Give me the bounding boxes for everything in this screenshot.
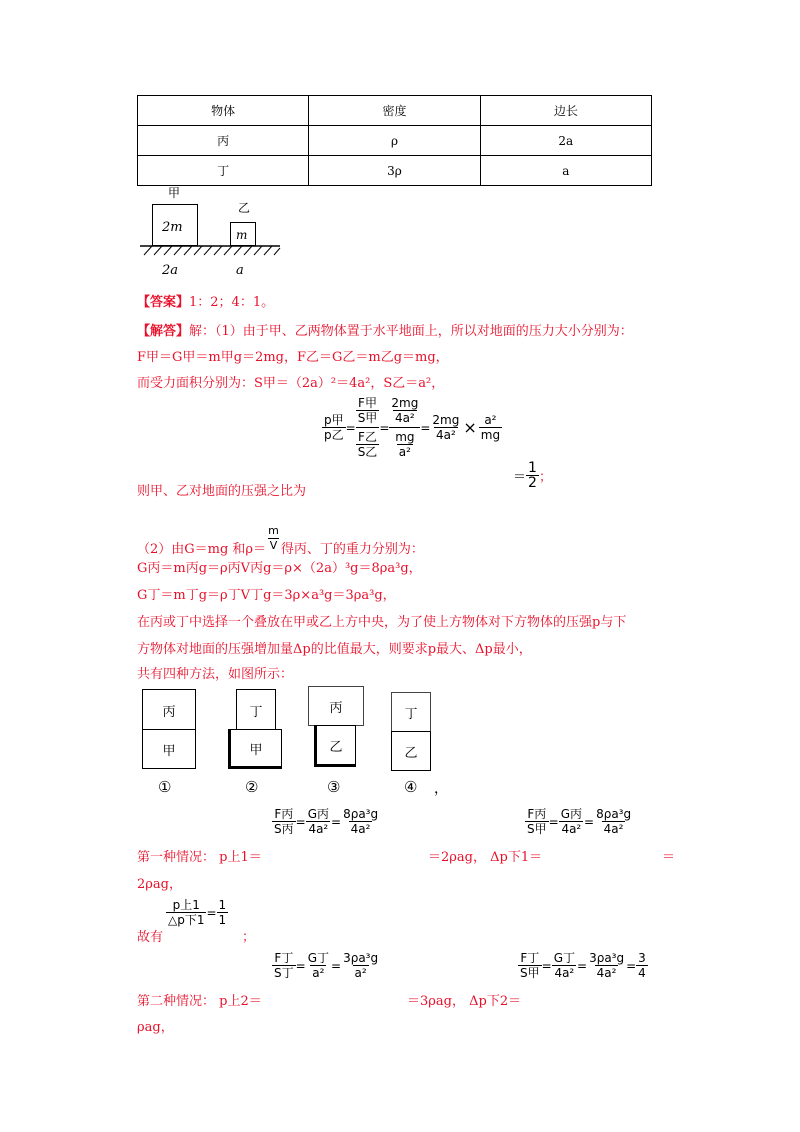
formula-4a2: 4a² [350, 822, 371, 836]
case2-dp: Δp下2＝ [469, 994, 522, 1009]
formula-p-yi: p乙 [324, 428, 344, 442]
formula-times: × [463, 418, 477, 437]
table-header-cell: 边长 [480, 96, 651, 126]
ratio-formula [322, 396, 502, 459]
formula-eq: = [331, 814, 342, 829]
solution-line-8: 在丙或丁中选择一个叠放在甲或乙上方中央，为了使上方物体对下方物体的压强p与下 [137, 615, 627, 630]
formula-f-yi: F乙 [358, 430, 377, 444]
formula-one: 1 [218, 898, 227, 912]
case2-p: p上2＝ [219, 994, 262, 1009]
table-row [138, 156, 652, 186]
formula-f-jia: F甲 [358, 396, 377, 410]
case1-label: 第一种情况： [137, 850, 216, 865]
table-header-cell: 物体 [138, 96, 309, 126]
stack1-bottom: 甲 [142, 729, 196, 769]
ratio-intro: 则甲、乙对地面的压强之比为 [137, 484, 307, 499]
stack4-num: ④ [404, 778, 418, 796]
formula-f-bing: F丙 [274, 807, 294, 821]
formula-4a2: 4a² [596, 966, 617, 980]
formula-4a2: 4a² [435, 428, 456, 442]
solution-line-10: 共有四种方法，如图所示： [137, 667, 294, 682]
table-cell: 3ρ [309, 156, 480, 186]
answer-prefix: 【答案】 [137, 295, 190, 310]
line5-b: 得丙、丁的重力分别为： [280, 542, 424, 557]
formula-eq: = [295, 958, 306, 973]
side-yi: a [236, 263, 244, 278]
table-header-row [138, 96, 652, 126]
figure2-trailing: ， [434, 781, 448, 797]
formula-mg: mg [480, 428, 501, 442]
solution-prefix: 【解答】 [137, 324, 190, 339]
case1-dpval: 2ρag， [137, 877, 182, 892]
label-yi: 乙 [238, 201, 251, 215]
solution-line-6: G丙＝m丙g＝ρ丙V丙g＝ρ×（2a）³g＝8ρa³g， [137, 561, 422, 576]
solution-line-2: F甲＝G甲＝m甲g＝2mg，F乙＝G乙＝m乙g＝mg， [137, 350, 449, 365]
case1-pval-text: ＝2ρag， [428, 850, 486, 865]
stack2-top: 丁 [236, 689, 276, 731]
case1-pval [428, 846, 542, 865]
table-cell: a [480, 156, 651, 186]
formula-m: m [268, 524, 279, 537]
formula-s-ding: S丁 [274, 966, 294, 980]
formula-4a2: 4a² [603, 822, 624, 836]
answer-text: 1：2；4：1。 [189, 295, 275, 310]
formula-g-bing: G丙 [560, 807, 582, 821]
stack1-top: 丙 [142, 689, 196, 731]
case1-dp: Δp下1＝ [490, 850, 543, 865]
formula-s-bing: S丙 [274, 822, 294, 836]
side-jia: 2a [162, 263, 179, 278]
formula-a2: a² [398, 445, 411, 459]
formula-s-jia: S甲 [520, 966, 540, 980]
stack4-bottom: 乙 [391, 731, 431, 771]
formula-2mg: 2mg [432, 413, 460, 427]
case2-pval-text: ＝3ρag， [407, 994, 465, 1009]
figure-blocks-on-ground [140, 185, 290, 280]
case1-line [137, 846, 262, 865]
table-cell: 丙 [138, 126, 309, 156]
formula-eq: = [577, 958, 588, 973]
formula-4a2: 4a² [561, 822, 582, 836]
formula-f-ding: F丁 [520, 951, 540, 965]
solution-line-9: 方物体对地面的压强增加量Δp的比值最大，则要求p最大、Δp最小， [137, 642, 532, 657]
table-cell: ρ [309, 126, 480, 156]
table-cell: 2a [480, 126, 651, 156]
stack1-num: ① [158, 778, 172, 796]
formula-3rho-a3g: 3ρa³g [589, 951, 625, 965]
solution-line-3: 而受力面积分别为：S甲＝（2a）²＝4a²，S乙＝a²， [137, 376, 445, 391]
formula-eq: = [345, 420, 356, 435]
formula-3rho-a3g: 3ρa³g [343, 951, 379, 965]
answer-line [137, 291, 274, 310]
formula-s-jia: S甲 [527, 822, 547, 836]
formula-8rho-a3g: 8ρa³g [343, 807, 379, 821]
formula-eq: = [206, 905, 217, 920]
case1-p: p上1＝ [219, 850, 262, 865]
formula-eq: = [420, 420, 431, 435]
mass-jia: 2m [162, 220, 183, 235]
case1-ratio-label: 故有 [137, 930, 164, 945]
table-cell: 丁 [138, 156, 309, 186]
case2-formula-p [272, 951, 380, 980]
formula-half-num: 1 [528, 460, 537, 476]
case1-ratio-formula [166, 898, 228, 927]
solution-line-7: G丁＝m丁g＝ρ丁V丁g＝3ρ×a³g＝3ρa³g， [137, 588, 396, 603]
case1-formula-dp [525, 807, 633, 836]
formula-eq: = [548, 814, 559, 829]
stack3-bottom: 乙 [314, 725, 356, 767]
formula-4a2: 4a² [394, 411, 415, 425]
label-jia: 甲 [168, 186, 181, 200]
formula-a2: a² [354, 966, 367, 980]
formula-eq: = [584, 814, 595, 829]
formula-a2: a² [484, 413, 497, 427]
case2-dpval: ρag， [137, 1020, 174, 1035]
ratio-result: ＝ $\frac{1}{2}$ ； [513, 460, 552, 491]
formula-s-jia: S甲 [357, 411, 378, 425]
formula-s-yi: S乙 [357, 445, 378, 459]
solution-line-5 [137, 524, 424, 557]
formula-f-bing: F丙 [527, 807, 547, 821]
formula-4a2: 4a² [554, 966, 575, 980]
solution-text-1: 解：（1）由于甲、乙两物体置于水平地面上，所以对地面的压力大小分别为： [189, 324, 633, 339]
case2-label: 第二种情况： [137, 994, 216, 1009]
stack2-num: ② [245, 778, 259, 796]
case1-eq: ＝ [662, 850, 676, 865]
formula-eq: = [541, 958, 552, 973]
formula-half-den: 2 [528, 475, 537, 491]
line5-a: （2）由G＝mg 和ρ＝ [137, 542, 267, 557]
solution-line-1 [137, 320, 633, 339]
stack3-top: 丙 [308, 686, 364, 726]
figure-top-line [140, 185, 280, 186]
formula-p-jia: p甲 [324, 413, 344, 427]
stack2-bottom: 甲 [228, 729, 282, 769]
case1-ratio-end: ； [242, 930, 256, 945]
formula-g-bing: G丙 [307, 807, 329, 821]
formula-eq: = [379, 420, 390, 435]
formula-three: 3 [638, 951, 646, 965]
formula-mg: mg [395, 430, 415, 444]
formula-four: 4 [638, 966, 646, 980]
mass-yi: m [236, 228, 248, 242]
ground-hatch [140, 243, 290, 257]
formula-2mg: 2mg [391, 396, 419, 410]
formula-a2: a² [312, 966, 325, 980]
formula-eq: = [295, 814, 306, 829]
formula-eq: = [331, 958, 342, 973]
case1-formula-p [272, 807, 380, 836]
formula-one: 1 [218, 913, 227, 927]
table-row [138, 126, 652, 156]
formula-v: V [269, 539, 278, 552]
formula-g-ding: G丁 [553, 951, 575, 965]
case2-formula-dp [518, 951, 648, 980]
formula-g-ding: G丁 [307, 951, 329, 965]
formula-eq: = [626, 958, 637, 973]
case2-line [137, 990, 262, 1009]
stack3-num: ③ [327, 778, 341, 796]
formula-p-shang1: p上1 [172, 898, 200, 912]
formula-8rho-a3g: 8ρa³g [596, 807, 632, 821]
data-table [137, 95, 652, 186]
stack4-top: 丁 [391, 692, 431, 732]
formula-dp-xia1: △p下1 [168, 913, 205, 927]
ratio-end: ； [538, 470, 552, 485]
case2-pval [407, 990, 521, 1009]
formula-f-ding: F丁 [274, 951, 294, 965]
table-header-cell: 密度 [309, 96, 480, 126]
formula-4a2: 4a² [308, 822, 329, 836]
